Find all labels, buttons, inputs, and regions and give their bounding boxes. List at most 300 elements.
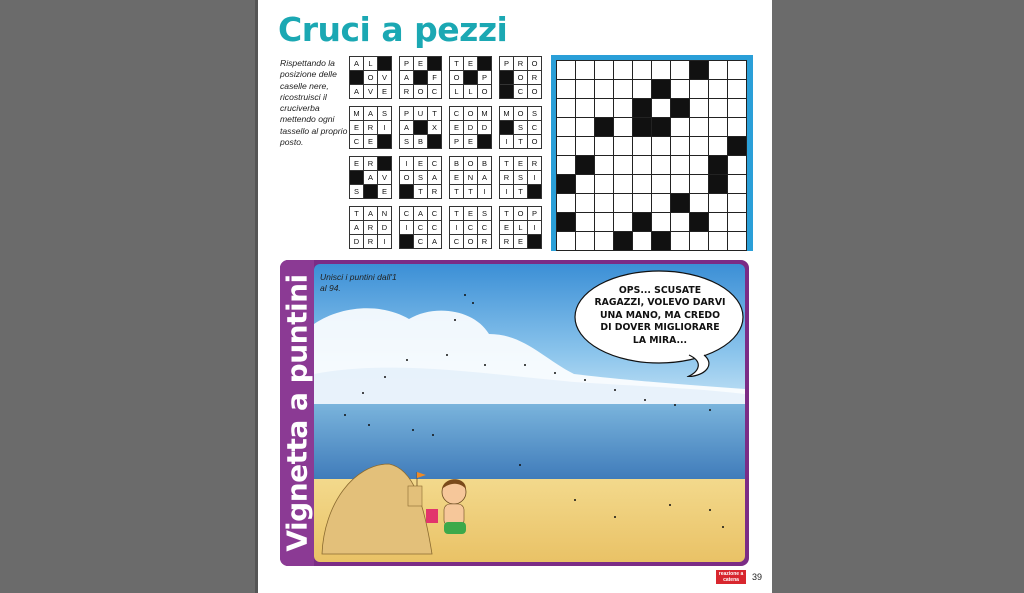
puzzle-piece <box>499 106 542 149</box>
grid-empty-cell[interactable] <box>709 61 727 79</box>
bucket <box>426 509 438 523</box>
grid-empty-cell[interactable] <box>709 80 727 98</box>
black-cell <box>464 71 477 84</box>
letter-cell: O <box>464 235 477 248</box>
grid-empty-cell[interactable] <box>652 61 670 79</box>
letter-cell: E <box>414 157 427 170</box>
black-cell <box>528 185 541 198</box>
letter-cell: C <box>514 85 527 98</box>
boy-shorts <box>444 522 466 534</box>
letter-cell: S <box>478 207 491 220</box>
letter-cell: S <box>514 121 527 134</box>
grid-empty-cell[interactable] <box>576 137 594 155</box>
grid-empty-cell[interactable] <box>633 137 651 155</box>
letter-cell: T <box>350 207 363 220</box>
letter-cell: S <box>514 171 527 184</box>
section-label: Vignetta a puntini <box>280 274 314 552</box>
black-cell <box>400 185 413 198</box>
grid-empty-cell[interactable] <box>557 118 575 136</box>
letter-cell: I <box>528 171 541 184</box>
letter-cell: R <box>500 171 513 184</box>
black-cell <box>364 185 377 198</box>
grid-black-cell[interactable] <box>557 175 575 193</box>
grid-empty-cell[interactable] <box>690 156 708 174</box>
letter-cell: E <box>350 121 363 134</box>
dot <box>614 516 616 518</box>
puzzle-piece <box>399 156 442 199</box>
letter-cell: S <box>378 107 391 120</box>
grid-black-cell[interactable] <box>652 80 670 98</box>
letter-cell: V <box>378 171 391 184</box>
letter-cell: R <box>478 235 491 248</box>
letter-cell: P <box>500 57 513 70</box>
grid-empty-cell[interactable] <box>614 156 632 174</box>
letter-cell: P <box>478 71 491 84</box>
black-cell <box>428 57 441 70</box>
letter-cell: E <box>414 57 427 70</box>
puzzle-piece <box>499 56 542 99</box>
grid-empty-cell[interactable] <box>633 61 651 79</box>
grid-empty-cell[interactable] <box>595 137 613 155</box>
grid-empty-cell[interactable] <box>595 232 613 250</box>
letter-cell: T <box>464 185 477 198</box>
grid-empty-cell[interactable] <box>576 213 594 231</box>
grid-empty-cell[interactable] <box>652 156 670 174</box>
black-cell <box>350 171 363 184</box>
grid-empty-cell[interactable] <box>614 213 632 231</box>
grid-black-cell[interactable] <box>690 213 708 231</box>
black-cell <box>414 121 427 134</box>
dot <box>384 376 386 378</box>
grid-empty-cell[interactable] <box>614 80 632 98</box>
dot <box>554 372 556 374</box>
black-cell <box>478 57 491 70</box>
grid-black-cell[interactable] <box>671 194 689 212</box>
dot <box>446 354 448 356</box>
letter-cell: O <box>450 71 463 84</box>
grid-empty-cell[interactable] <box>690 80 708 98</box>
dot <box>519 464 521 466</box>
letter-cell: T <box>414 185 427 198</box>
letter-cell: A <box>350 221 363 234</box>
dot <box>368 424 370 426</box>
letter-cell: I <box>400 221 413 234</box>
grid-black-cell[interactable] <box>557 213 575 231</box>
letter-cell: A <box>364 171 377 184</box>
grid-empty-cell[interactable] <box>652 213 670 231</box>
letter-cell: E <box>514 235 527 248</box>
grid-empty-cell[interactable] <box>576 194 594 212</box>
crossword-grid <box>556 60 747 251</box>
letter-cell: E <box>464 135 477 148</box>
letter-cell: T <box>514 185 527 198</box>
letter-cell: O <box>514 107 527 120</box>
grid-empty-cell[interactable] <box>690 137 708 155</box>
instructions: Rispettando la posizione delle caselle nere, ricostruisci il cruciverba mettendo ogni tassello al proprio posto. <box>280 58 348 148</box>
letter-cell: B <box>450 157 463 170</box>
puzzle-piece <box>499 156 542 199</box>
grid-empty-cell[interactable] <box>728 80 746 98</box>
speech-bubble <box>569 267 745 377</box>
dot <box>412 429 414 431</box>
puzzle-piece <box>499 206 542 249</box>
letter-cell: O <box>514 71 527 84</box>
grid-empty-cell[interactable] <box>690 175 708 193</box>
grid-black-cell[interactable] <box>576 156 594 174</box>
grid-black-cell[interactable] <box>652 118 670 136</box>
dot <box>709 509 711 511</box>
grid-empty-cell[interactable] <box>633 232 651 250</box>
grid-empty-cell[interactable] <box>671 61 689 79</box>
grid-empty-cell[interactable] <box>595 80 613 98</box>
letter-cell: T <box>450 185 463 198</box>
letter-cell: A <box>478 171 491 184</box>
grid-black-cell[interactable] <box>709 175 727 193</box>
speech-text: OPS... SCUSATE RAGAZZI, VOLEVO DARVI UNA MANO, MA CREDO DI DOVER MIGLIORARE LA MIRA... <box>594 285 726 346</box>
letter-cell: O <box>514 207 527 220</box>
grid-empty-cell[interactable] <box>614 118 632 136</box>
letter-cell: A <box>350 57 363 70</box>
letter-cell: O <box>528 85 541 98</box>
grid-black-cell[interactable] <box>652 232 670 250</box>
letter-cell: R <box>364 121 377 134</box>
letter-cell: P <box>400 107 413 120</box>
page-title: Cruci a pezzi <box>278 10 508 49</box>
letter-cell: L <box>450 85 463 98</box>
puzzle-piece <box>449 106 492 149</box>
letter-cell: C <box>350 135 363 148</box>
letter-cell: I <box>378 121 391 134</box>
grid-empty-cell[interactable] <box>690 99 708 117</box>
grid-empty-cell[interactable] <box>595 99 613 117</box>
letter-cell: V <box>364 85 377 98</box>
dot <box>464 294 466 296</box>
letter-cell: R <box>364 235 377 248</box>
letter-cell: S <box>414 171 427 184</box>
grid-empty-cell[interactable] <box>671 175 689 193</box>
grid-empty-cell[interactable] <box>709 213 727 231</box>
letter-cell: C <box>450 107 463 120</box>
grid-black-cell[interactable] <box>614 232 632 250</box>
grid-empty-cell[interactable] <box>652 99 670 117</box>
letter-cell: C <box>450 235 463 248</box>
castle-tower <box>408 486 422 506</box>
letter-cell: D <box>350 235 363 248</box>
letter-cell: I <box>500 185 513 198</box>
grid-empty-cell[interactable] <box>728 156 746 174</box>
grid-empty-cell[interactable] <box>557 194 575 212</box>
grid-empty-cell[interactable] <box>652 194 670 212</box>
grid-empty-cell[interactable] <box>728 118 746 136</box>
letter-cell: I <box>400 157 413 170</box>
grid-empty-cell[interactable] <box>576 99 594 117</box>
letter-cell: S <box>350 185 363 198</box>
letter-cell: R <box>364 221 377 234</box>
letter-cell: O <box>478 85 491 98</box>
letter-cell: C <box>428 85 441 98</box>
magazine-page <box>258 0 772 593</box>
puzzle-piece <box>399 106 442 149</box>
letter-cell: C <box>478 221 491 234</box>
grid-empty-cell[interactable] <box>557 137 575 155</box>
grid-empty-cell[interactable] <box>709 118 727 136</box>
grid-empty-cell[interactable] <box>690 232 708 250</box>
grid-black-cell[interactable] <box>728 137 746 155</box>
letter-cell: A <box>364 107 377 120</box>
grid-empty-cell[interactable] <box>671 156 689 174</box>
letter-cell: D <box>378 221 391 234</box>
letter-cell: O <box>464 107 477 120</box>
grid-empty-cell[interactable] <box>671 213 689 231</box>
grid-empty-cell[interactable] <box>633 80 651 98</box>
letter-cell: E <box>450 171 463 184</box>
grid-empty-cell[interactable] <box>557 156 575 174</box>
grid-black-cell[interactable] <box>595 118 613 136</box>
grid-empty-cell[interactable] <box>728 194 746 212</box>
letter-cell: I <box>378 235 391 248</box>
letter-cell: L <box>364 57 377 70</box>
grid-empty-cell[interactable] <box>557 61 575 79</box>
dot <box>524 364 526 366</box>
puzzle-piece <box>349 56 392 99</box>
caption: Unisci i puntini dall'1 al 94. <box>320 272 397 293</box>
dot <box>344 414 346 416</box>
letter-cell: C <box>428 207 441 220</box>
letter-cell: E <box>378 85 391 98</box>
grid-empty-cell[interactable] <box>614 194 632 212</box>
grid-empty-cell[interactable] <box>633 194 651 212</box>
letter-cell: C <box>428 157 441 170</box>
letter-cell: T <box>428 107 441 120</box>
grid-empty-cell[interactable] <box>576 175 594 193</box>
letter-cell: E <box>464 57 477 70</box>
letter-cell: P <box>528 207 541 220</box>
dot <box>574 499 576 501</box>
letter-cell: M <box>500 107 513 120</box>
puzzle-piece <box>399 206 442 249</box>
letter-cell: D <box>478 121 491 134</box>
grid-empty-cell[interactable] <box>728 99 746 117</box>
letter-cell: P <box>450 135 463 148</box>
dot <box>669 504 671 506</box>
letter-cell: C <box>400 207 413 220</box>
grid-empty-cell[interactable] <box>595 175 613 193</box>
grid-empty-cell[interactable] <box>728 175 746 193</box>
puzzle-piece <box>399 56 442 99</box>
dot <box>454 319 456 321</box>
letter-cell: C <box>414 235 427 248</box>
grid-empty-cell[interactable] <box>728 232 746 250</box>
letter-cell: R <box>428 185 441 198</box>
cartoon-scene <box>314 264 745 562</box>
dot <box>362 392 364 394</box>
letter-cell: A <box>428 235 441 248</box>
grid-empty-cell[interactable] <box>633 156 651 174</box>
puzzle-piece <box>449 156 492 199</box>
letter-cell: A <box>414 207 427 220</box>
letter-cell: T <box>450 57 463 70</box>
letter-cell: R <box>400 85 413 98</box>
letter-cell: O <box>414 85 427 98</box>
grid-empty-cell[interactable] <box>709 194 727 212</box>
dot-to-dot-section <box>280 260 749 566</box>
grid-empty-cell[interactable] <box>633 175 651 193</box>
letter-cell: A <box>400 121 413 134</box>
letter-cell: E <box>500 221 513 234</box>
letter-cell: D <box>464 121 477 134</box>
letter-cell: O <box>464 157 477 170</box>
black-cell <box>414 71 427 84</box>
letter-cell: R <box>514 57 527 70</box>
grid-empty-cell[interactable] <box>652 137 670 155</box>
page-number: 39 <box>752 572 763 582</box>
grid-empty-cell[interactable] <box>709 99 727 117</box>
letter-cell: T <box>500 207 513 220</box>
grid-empty-cell[interactable] <box>690 118 708 136</box>
grid-empty-cell[interactable] <box>709 137 727 155</box>
letter-cell: E <box>364 135 377 148</box>
letter-cell: R <box>528 71 541 84</box>
black-cell <box>500 71 513 84</box>
letter-cell: P <box>400 57 413 70</box>
black-cell <box>350 71 363 84</box>
dot <box>614 389 616 391</box>
letter-cell: A <box>364 207 377 220</box>
letter-cell: R <box>528 157 541 170</box>
letter-cell: X <box>428 121 441 134</box>
letter-cell: N <box>464 171 477 184</box>
dot <box>484 364 486 366</box>
dot <box>709 409 711 411</box>
grid-empty-cell[interactable] <box>690 194 708 212</box>
letter-cell: R <box>500 235 513 248</box>
letter-cell: I <box>478 185 491 198</box>
letter-cell: E <box>350 157 363 170</box>
grid-empty-cell[interactable] <box>595 194 613 212</box>
letter-cell: N <box>378 207 391 220</box>
letter-cell: I <box>450 221 463 234</box>
letter-cell: T <box>500 157 513 170</box>
puzzle-piece <box>349 156 392 199</box>
letter-cell: T <box>450 207 463 220</box>
grid-empty-cell[interactable] <box>557 232 575 250</box>
grid-empty-cell[interactable] <box>576 61 594 79</box>
grid-black-cell[interactable] <box>633 213 651 231</box>
grid-empty-cell[interactable] <box>671 232 689 250</box>
black-cell <box>428 135 441 148</box>
dot <box>406 359 408 361</box>
letter-cell: O <box>528 135 541 148</box>
letter-cell: C <box>414 221 427 234</box>
grid-empty-cell[interactable] <box>671 80 689 98</box>
black-cell <box>378 57 391 70</box>
dot <box>472 302 474 304</box>
black-cell <box>500 85 513 98</box>
letter-cell: I <box>528 221 541 234</box>
grid-empty-cell[interactable] <box>576 232 594 250</box>
letter-cell: C <box>428 221 441 234</box>
letter-cell: F <box>428 71 441 84</box>
letter-cell: O <box>364 71 377 84</box>
letter-cell: E <box>514 157 527 170</box>
letter-cell: I <box>500 135 513 148</box>
grid-empty-cell[interactable] <box>576 118 594 136</box>
grid-empty-cell[interactable] <box>614 99 632 117</box>
dot <box>644 399 646 401</box>
letter-cell: C <box>464 221 477 234</box>
letter-cell: B <box>478 157 491 170</box>
grid-black-cell[interactable] <box>671 99 689 117</box>
black-cell <box>478 135 491 148</box>
letter-cell: E <box>378 185 391 198</box>
letter-cell: L <box>464 85 477 98</box>
grid-empty-cell[interactable] <box>652 175 670 193</box>
grid-empty-cell[interactable] <box>576 80 594 98</box>
black-cell <box>400 235 413 248</box>
letter-cell: O <box>528 57 541 70</box>
black-cell <box>378 135 391 148</box>
letter-cell: R <box>364 157 377 170</box>
grid-empty-cell[interactable] <box>557 80 575 98</box>
letter-cell: A <box>428 171 441 184</box>
letter-cell: S <box>400 135 413 148</box>
letter-cell: V <box>378 71 391 84</box>
black-cell <box>378 157 391 170</box>
letter-cell: E <box>464 207 477 220</box>
dot <box>674 404 676 406</box>
grid-empty-cell[interactable] <box>728 61 746 79</box>
grid-empty-cell[interactable] <box>671 118 689 136</box>
puzzle-piece <box>349 106 392 149</box>
grid-empty-cell[interactable] <box>595 213 613 231</box>
footer-logo: reazione a catena <box>716 570 746 584</box>
letter-cell: O <box>400 171 413 184</box>
letter-cell: A <box>400 71 413 84</box>
grid-empty-cell[interactable] <box>671 137 689 155</box>
letter-cell: C <box>528 121 541 134</box>
letter-cell: U <box>414 107 427 120</box>
grid-empty-cell[interactable] <box>595 156 613 174</box>
grid-empty-cell[interactable] <box>614 175 632 193</box>
grid-empty-cell[interactable] <box>595 61 613 79</box>
letter-cell: M <box>478 107 491 120</box>
grid-black-cell[interactable] <box>709 156 727 174</box>
puzzle-piece <box>449 56 492 99</box>
letter-cell: E <box>450 121 463 134</box>
letter-cell: A <box>350 85 363 98</box>
dot <box>722 526 724 528</box>
dot <box>584 379 586 381</box>
grid-empty-cell[interactable] <box>728 213 746 231</box>
grid-empty-cell[interactable] <box>614 137 632 155</box>
letter-cell: L <box>514 221 527 234</box>
letter-cell: T <box>514 135 527 148</box>
grid-empty-cell[interactable] <box>614 61 632 79</box>
letter-cell: M <box>350 107 363 120</box>
grid-empty-cell[interactable] <box>709 232 727 250</box>
black-cell <box>528 235 541 248</box>
puzzle-piece <box>449 206 492 249</box>
black-cell <box>500 121 513 134</box>
section-label-bar <box>280 260 314 566</box>
letter-cell: B <box>414 135 427 148</box>
grid-black-cell[interactable] <box>690 61 708 79</box>
grid-empty-cell[interactable] <box>557 99 575 117</box>
grid-black-cell[interactable] <box>633 99 651 117</box>
crossword-frame <box>551 55 753 251</box>
grid-black-cell[interactable] <box>633 118 651 136</box>
puzzle-piece <box>349 206 392 249</box>
